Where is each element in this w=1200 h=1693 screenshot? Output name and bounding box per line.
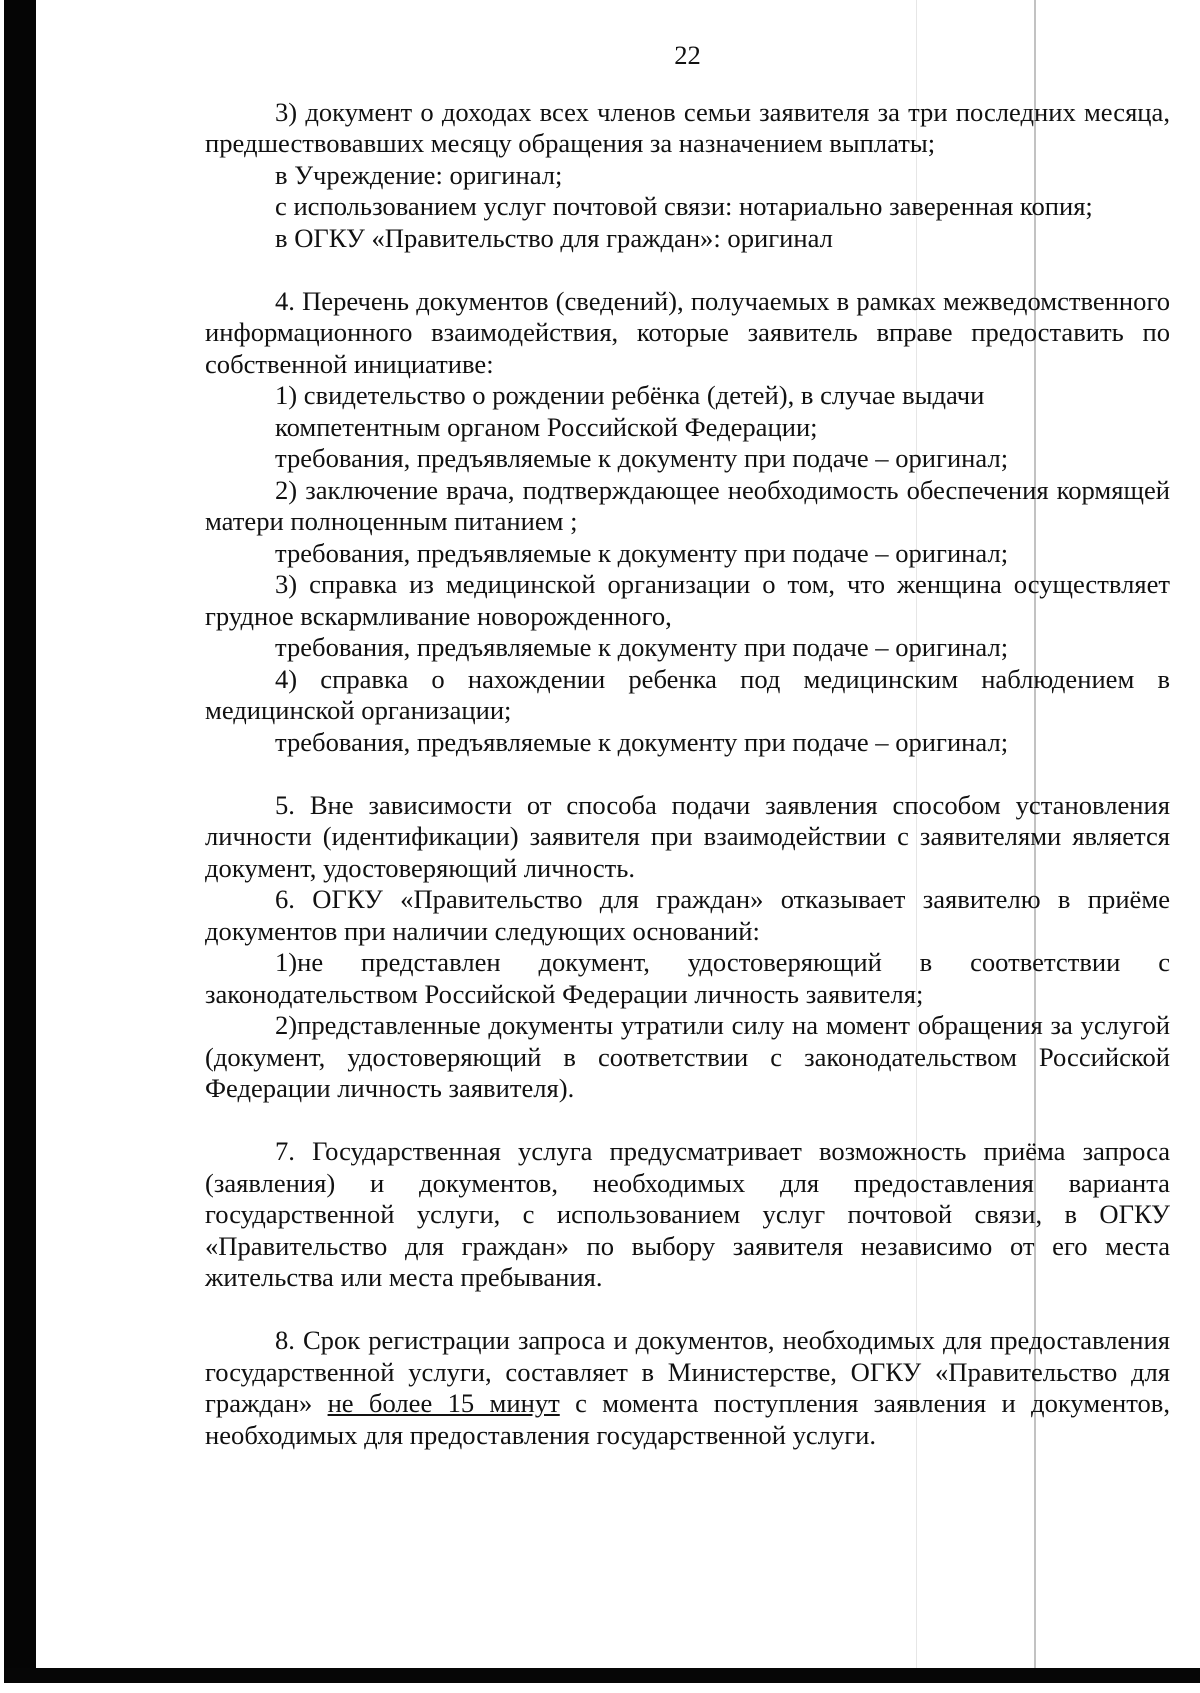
paragraph-section-8 (205, 1325, 1170, 1451)
paragraph-section-6: 6. ОГКУ «Правительство для граждан» отказывает заявителю в приёме документов при наличии следующих оснований: (205, 884, 1170, 946)
section-8-text-end: с момента поступления заявления и документов, необходимых для предоставления государственной услуги. (205, 1388, 1170, 1450)
paragraph-refusal-reason-1: 1)не представлен документ, удостоверяющий в соответствии с законодательством Российской Федерации личность заявителя; (205, 947, 1170, 1009)
paragraph-institution-original: в Учреждение: оригинал; (275, 159, 563, 190)
section-8-text-start: 8. Срок регистрации запроса и документов, необходимых для предоставления государственной услуги, составляет в Министерстве, ОГКУ «Правительство для граждан» (205, 1325, 1170, 1418)
section-8-underlined-term: не более 15 минут (327, 1388, 560, 1418)
paragraph-birth-certificate: 1) свидетельство о рождении ребёнка (детей), в случае выдачи (275, 380, 985, 410)
paragraph-section-4: 4. Перечень документов (сведений), получаемых в рамках межведомственного информационного взаимодействия, которые заявитель вправе предоставить по собственной инициативе: (205, 285, 1170, 379)
paragraph-government-original: в ОГКУ «Правительство для граждан»: оригинал (275, 222, 833, 253)
scan-bottom-edge (4, 1668, 1200, 1683)
paragraph-postal-copy: с использованием услуг почтовой связи: нотариально заверенная копия; (275, 191, 1093, 221)
paragraph-refusal-reason-2: 2)представленные документы утратили силу на момент обращения за услугой (документ, удостоверяющий в соответствии с законодательством Российской Федерации личность заявителя). (205, 1010, 1170, 1103)
scan-left-edge (4, 0, 36, 1675)
page-number: 22 (674, 40, 701, 70)
paragraph-medical-observation: 4) справка о нахождении ребенка под медицинским наблюдением в медицинской организации; (205, 663, 1170, 725)
paragraph-requirement-2: требования, предъявляемые к документу при подаче – оригинал; (275, 537, 1009, 568)
document-page (205, 40, 1170, 1451)
paragraph-requirement-4: требования, предъявляемые к документу при подаче – оригинал; (275, 726, 1009, 757)
paragraph-breastfeeding-certificate: 3) справка из медицинской организации о том, что женщина осуществляет грудное вскармливание новорожденного, (205, 569, 1170, 631)
paragraph-section-7: 7. Государственная услуга предусматривает возможность приёма запроса (заявления) и документов, необходимых для предоставления варианта государственной услуги, с использованием услуг почтовой связи, в ОГКУ «Правительство для граждан» по выбору заявителя независимо от его места жительства или места пребывания. (205, 1136, 1170, 1292)
paragraph-requirement-3: требования, предъявляемые к документу при подаче – оригинал; (275, 632, 1009, 662)
paragraph-section-5: 5. Вне зависимости от способа подачи заявления способом установления личности (идентификации) заявителя при взаимодействии с заявителями является документ, удостоверяющий личность. (205, 789, 1170, 883)
paragraph-doctor-conclusion: 2) заключение врача, подтверждающее необходимость обеспечения кормящей матери полноценным питанием ; (205, 474, 1170, 536)
paragraph-competent-authority: компетентным органом Российской Федерации; (275, 411, 818, 442)
paragraph-requirement-1: требования, предъявляемые к документу при подаче – оригинал; (275, 443, 1009, 473)
paragraph-income-document: 3) документ о доходах всех членов семьи заявителя за три последних месяца, предшествовавших месяцу обращения за назначением выплаты; (205, 96, 1170, 158)
